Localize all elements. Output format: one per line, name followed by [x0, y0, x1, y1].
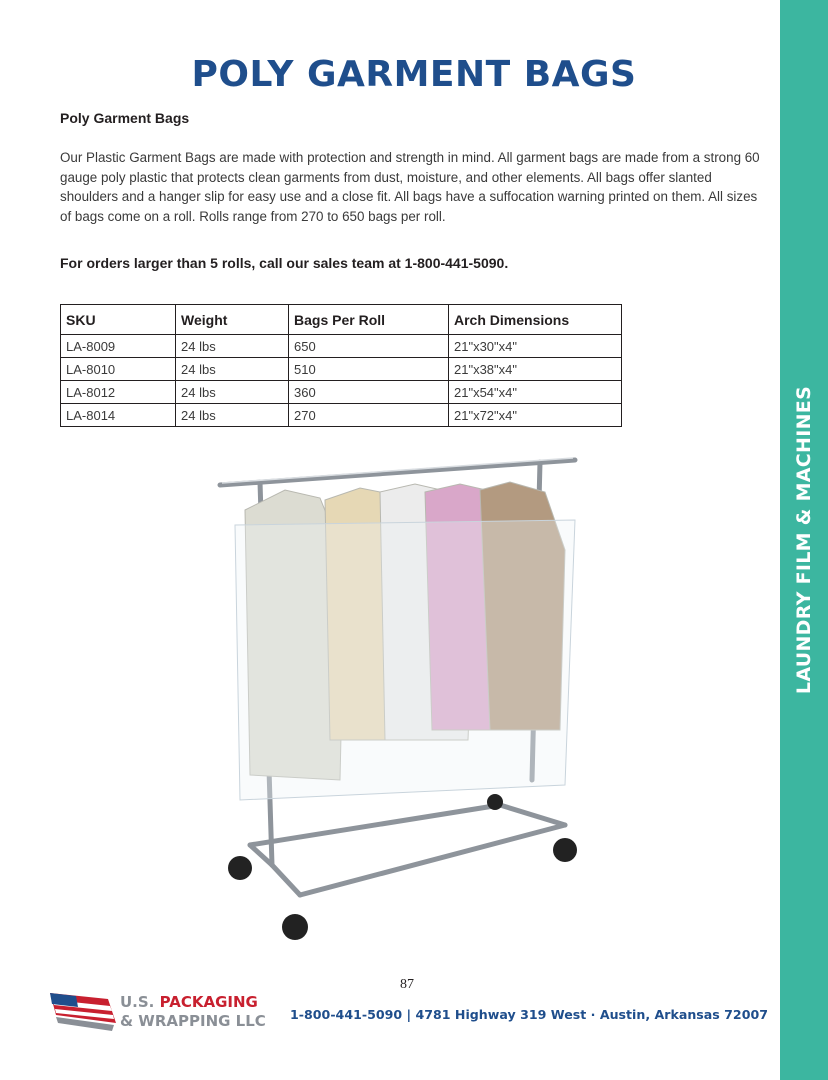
- product-description: Our Plastic Garment Bags are made with protection and strength in mind. All garment bags are made from a strong 60 gauge poly plastic that protects clean garments from dust, moisture, and other elements. All bags offer slanted shoulders and a hanger slip for easy use and a close fit. All bags have a suffocation warning printed on them. All sizes of bags come on a roll. Rolls range from 270 to 650 bags per roll.: [60, 150, 760, 225]
- bulk-order-note: For orders larger than 5 rolls, call our sales team at 1-800-441-5090.: [60, 255, 509, 271]
- rack-rail-highlight: [222, 458, 573, 483]
- cell-arch-dimensions: 21"x72"x4": [449, 404, 622, 427]
- header-weight: Weight: [176, 305, 289, 335]
- table-row: [61, 335, 622, 358]
- cell-arch-dimensions: 21"x38"x4": [449, 358, 622, 381]
- cell-arch-dimensions: 21"x30"x4": [449, 335, 622, 358]
- logo-text-line2: & WRAPPING LLC: [120, 1012, 266, 1030]
- page-number: 87: [400, 977, 414, 992]
- section-heading: Poly Garment Bags: [60, 110, 190, 126]
- cell-weight: 24 lbs: [176, 335, 289, 358]
- header-sku: SKU: [61, 305, 176, 335]
- cell-sku: LA-8009: [61, 335, 176, 358]
- cell-weight: 24 lbs: [176, 404, 289, 427]
- cell-sku: LA-8010: [61, 358, 176, 381]
- table-row: [61, 358, 622, 381]
- cell-bags-per-roll: 360: [289, 381, 449, 404]
- cell-sku: LA-8012: [61, 381, 176, 404]
- cell-sku: LA-8014: [61, 404, 176, 427]
- cell-arch-dimensions: 21"x54"x4": [449, 381, 622, 404]
- table-header-row: [61, 305, 622, 335]
- cell-weight: 24 lbs: [176, 381, 289, 404]
- flag-logo-icon: [48, 985, 118, 1035]
- poly-bag-overlay: [235, 520, 575, 800]
- logo-text-accent: PACKAGING: [159, 993, 258, 1011]
- logo-text-line1: [120, 993, 258, 1011]
- table-row: [61, 404, 622, 427]
- table-row: [61, 381, 622, 404]
- company-logo: [48, 985, 272, 1035]
- cell-weight: 24 lbs: [176, 358, 289, 381]
- cell-bags-per-roll: 270: [289, 404, 449, 427]
- spec-table: [60, 304, 622, 427]
- garment-rack-photo: [210, 440, 590, 955]
- header-arch-dimensions: Arch Dimensions: [449, 305, 622, 335]
- header-bags-per-roll: Bags Per Roll: [289, 305, 449, 335]
- section-side-label: LAUNDRY FILM & MACHINES: [793, 385, 815, 695]
- cell-bags-per-roll: 650: [289, 335, 449, 358]
- footer-contact: 1-800-441-5090 | 4781 Highway 319 West · Austin, Arkansas 72007: [290, 1007, 768, 1022]
- page-title: POLY GARMENT BAGS: [191, 54, 637, 95]
- logo-text-prefix: U.S.: [120, 993, 155, 1011]
- cell-bags-per-roll: 510: [289, 358, 449, 381]
